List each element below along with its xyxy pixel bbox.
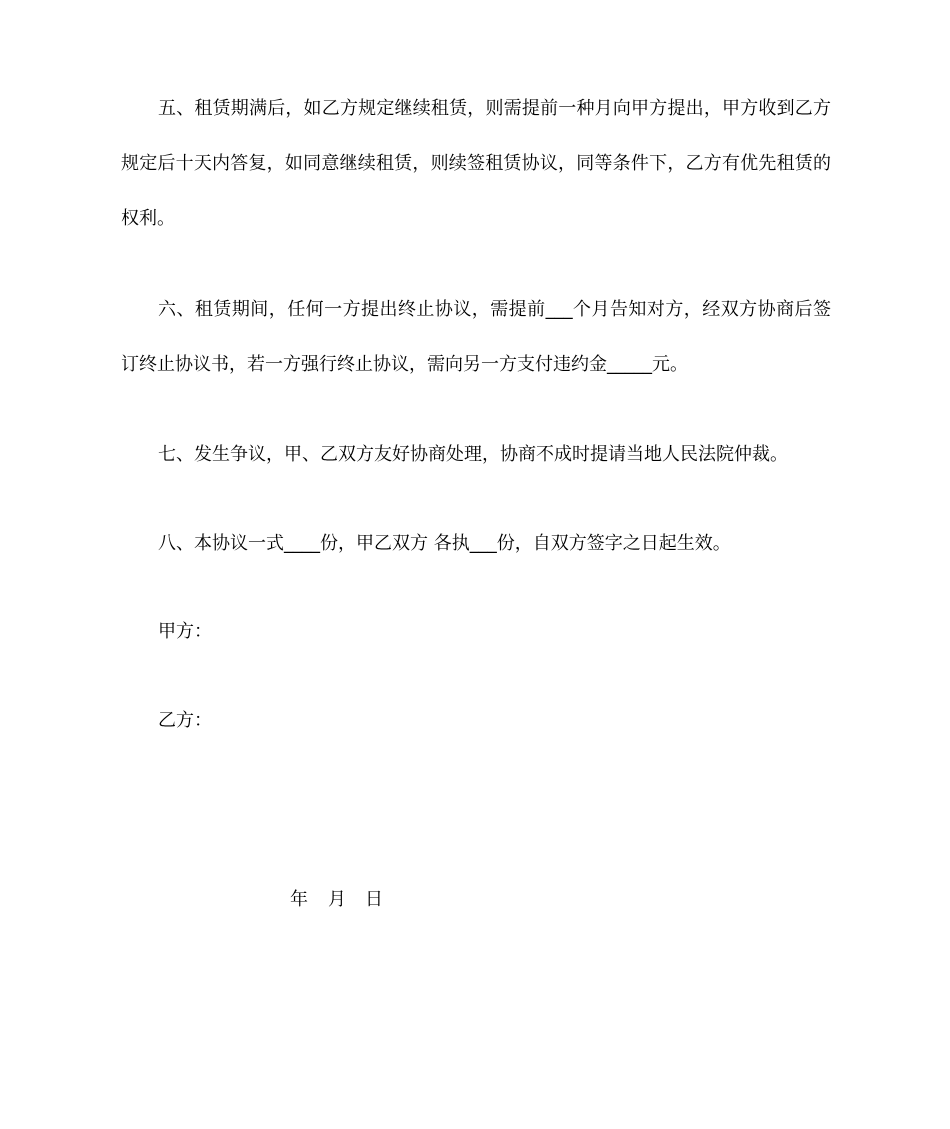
clause-eight: 八、本协议一式____份，甲乙双方 各执___份，自双方签字之日起生效。 (158, 533, 731, 554)
date-month-label: 月 (328, 889, 346, 910)
clause-five: 五、租赁期满后，如乙方规定继续租赁，则需提前一种月向甲方提出，甲方收到乙方规定后十天内答复，如同意继续租赁，则续签租赁协议，同等条件下，乙方有优先租赁的权利。 (121, 98, 831, 229)
party-a-signature-line: 甲方： (158, 621, 212, 642)
date-year-label: 年 (290, 889, 308, 910)
clause-seven: 七、发生争议，甲、乙双方友好协商处理，协商不成时提请当地人民法院仲裁。 (158, 444, 788, 465)
signing-date-line (290, 885, 383, 915)
party-b-signature-line: 乙方： (158, 710, 212, 731)
date-day-label: 日 (365, 889, 383, 910)
clause-six: 六、租赁期间，任何一方提出终止协议，需提前___个月告知对方，经双方协商后签订终止协议书，若一方强行终止协议，需向另一方支付违约金_____元。 (121, 299, 831, 375)
